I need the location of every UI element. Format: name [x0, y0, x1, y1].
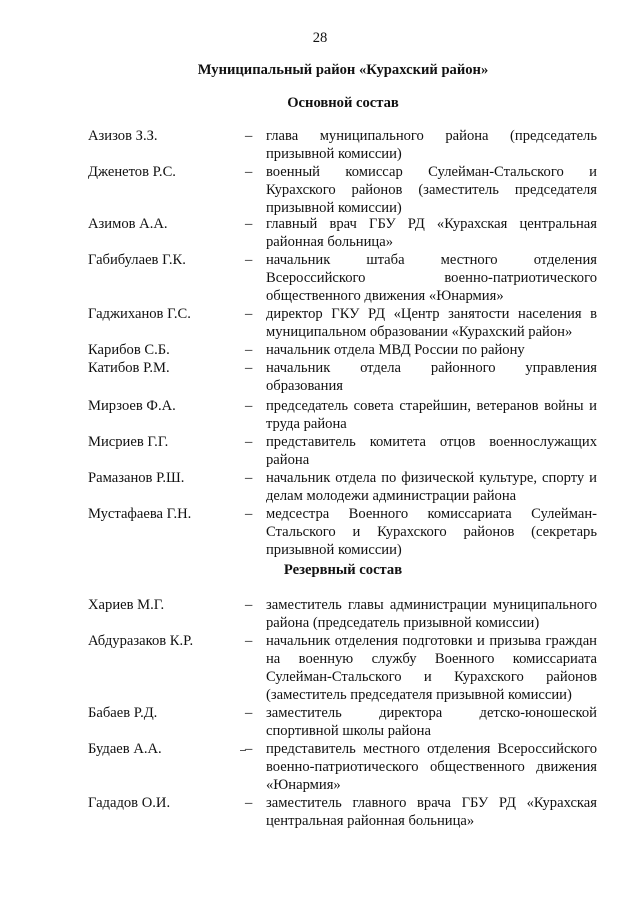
- member-row: [0, 305, 640, 341]
- member-name: Абдуразаков К.Р.: [88, 633, 194, 649]
- member-row: [0, 740, 640, 794]
- dash: –: [245, 597, 253, 613]
- member-role: председатель совета старейшин, ветеранов войны и труда района: [266, 398, 597, 432]
- main-members: [0, 127, 640, 559]
- dash: –: [245, 398, 253, 414]
- dash: –: [245, 795, 253, 811]
- reserve-section-heading: Резервный состав: [283, 562, 403, 578]
- member-name: Габибулаев Г.К.: [88, 252, 186, 268]
- dash: –: [245, 741, 253, 757]
- member-row: [0, 794, 640, 830]
- dash: –: [245, 705, 253, 721]
- member-row: [0, 341, 640, 359]
- member-row: [0, 127, 640, 163]
- member-row: [0, 359, 640, 397]
- member-role: представитель местного отделения Всероссийского военно-патриотического общественного движения «Юнармия»: [266, 741, 597, 793]
- dash: –: [245, 252, 253, 268]
- member-row: [0, 632, 640, 704]
- member-row: [0, 469, 640, 505]
- member-role: заместитель главы администрации муниципального района (председатель призывной комиссии): [266, 597, 597, 631]
- member-role: начальник отделения подготовки и призыва граждан на военную службу Военного комиссариата Сулейман-Стальского и Курахского районов (заместитель председателя призывной комиссии): [266, 633, 597, 703]
- dash: –: [245, 360, 253, 376]
- dash: –: [245, 128, 253, 144]
- member-name: Хариев М.Г.: [88, 597, 165, 613]
- dash: –: [245, 164, 253, 180]
- member-name: Гададов О.И.: [88, 795, 171, 811]
- reserve-members: [0, 596, 640, 830]
- member-name: Дженетов Р.С.: [88, 164, 176, 180]
- member-name: Мирзоев Ф.А.: [88, 398, 176, 414]
- member-row: [0, 596, 640, 632]
- member-row: [0, 433, 640, 469]
- dash: –: [245, 216, 253, 232]
- document-title: Муниципальный район «Курахский район»: [197, 62, 489, 78]
- member-row: [0, 397, 640, 433]
- member-role: медсестра Военного комиссариата Сулейман-Стальского и Курахского районов (секретарь призывной комиссии): [266, 506, 597, 558]
- member-role: военный комиссар Сулейман-Стальского и Курахского районов (заместитель председателя призывной комиссии): [266, 164, 597, 216]
- member-row: [0, 163, 640, 215]
- dash: –: [245, 470, 253, 486]
- member-row: [0, 251, 640, 305]
- dash: –: [245, 633, 253, 649]
- member-name: Катибов Р.М.: [88, 360, 170, 376]
- member-name: Мисриев Г.Г.: [88, 434, 169, 450]
- dash: –: [245, 342, 253, 358]
- member-role: представитель комитета отцов военнослужащих района: [266, 434, 597, 468]
- member-name: Карибов С.Б.: [88, 342, 170, 358]
- member-role: начальник отдела МВД России по району: [266, 342, 525, 358]
- page-number: 28: [312, 30, 328, 46]
- member-name: Азизов З.З.: [88, 128, 158, 144]
- member-name: Будаев А.А.: [88, 741, 162, 757]
- member-role: главный врач ГБУ РД «Курахская центральная районная больница»: [266, 216, 597, 250]
- member-role: директор ГКУ РД «Центр занятости населения в муниципальном образовании «Курахский район»: [266, 306, 597, 340]
- member-name: Мустафаева Г.Н.: [88, 506, 192, 522]
- member-role: начальник отдела районного управления образования: [266, 360, 597, 394]
- dash: –: [245, 434, 253, 450]
- member-name: Азимов А.А.: [88, 216, 168, 232]
- member-role: начальник штаба местного отделения Всероссийского военно-патриотического общественного движения «Юнармия»: [266, 252, 597, 304]
- member-row: [0, 505, 640, 559]
- member-name: Бабаев Р.Д.: [88, 705, 158, 721]
- member-row: [0, 704, 640, 740]
- dash: –: [245, 506, 253, 522]
- member-role: начальник отдела по физической культуре, спорту и делам молодежи администрации района: [266, 470, 597, 504]
- member-role: глава муниципального района (председатель призывной комиссии): [266, 128, 597, 162]
- member-name: Рамазанов Р.Ш.: [88, 470, 185, 486]
- main-section-heading: Основной состав: [287, 95, 399, 111]
- dash: –: [245, 306, 253, 322]
- member-role: заместитель директора детско-юношеской спортивной школы района: [266, 705, 597, 739]
- member-row: [0, 215, 640, 251]
- member-role: заместитель главного врача ГБУ РД «Курахская центральная районная больница»: [266, 795, 597, 829]
- member-name: Гаджиханов Г.С.: [88, 306, 191, 322]
